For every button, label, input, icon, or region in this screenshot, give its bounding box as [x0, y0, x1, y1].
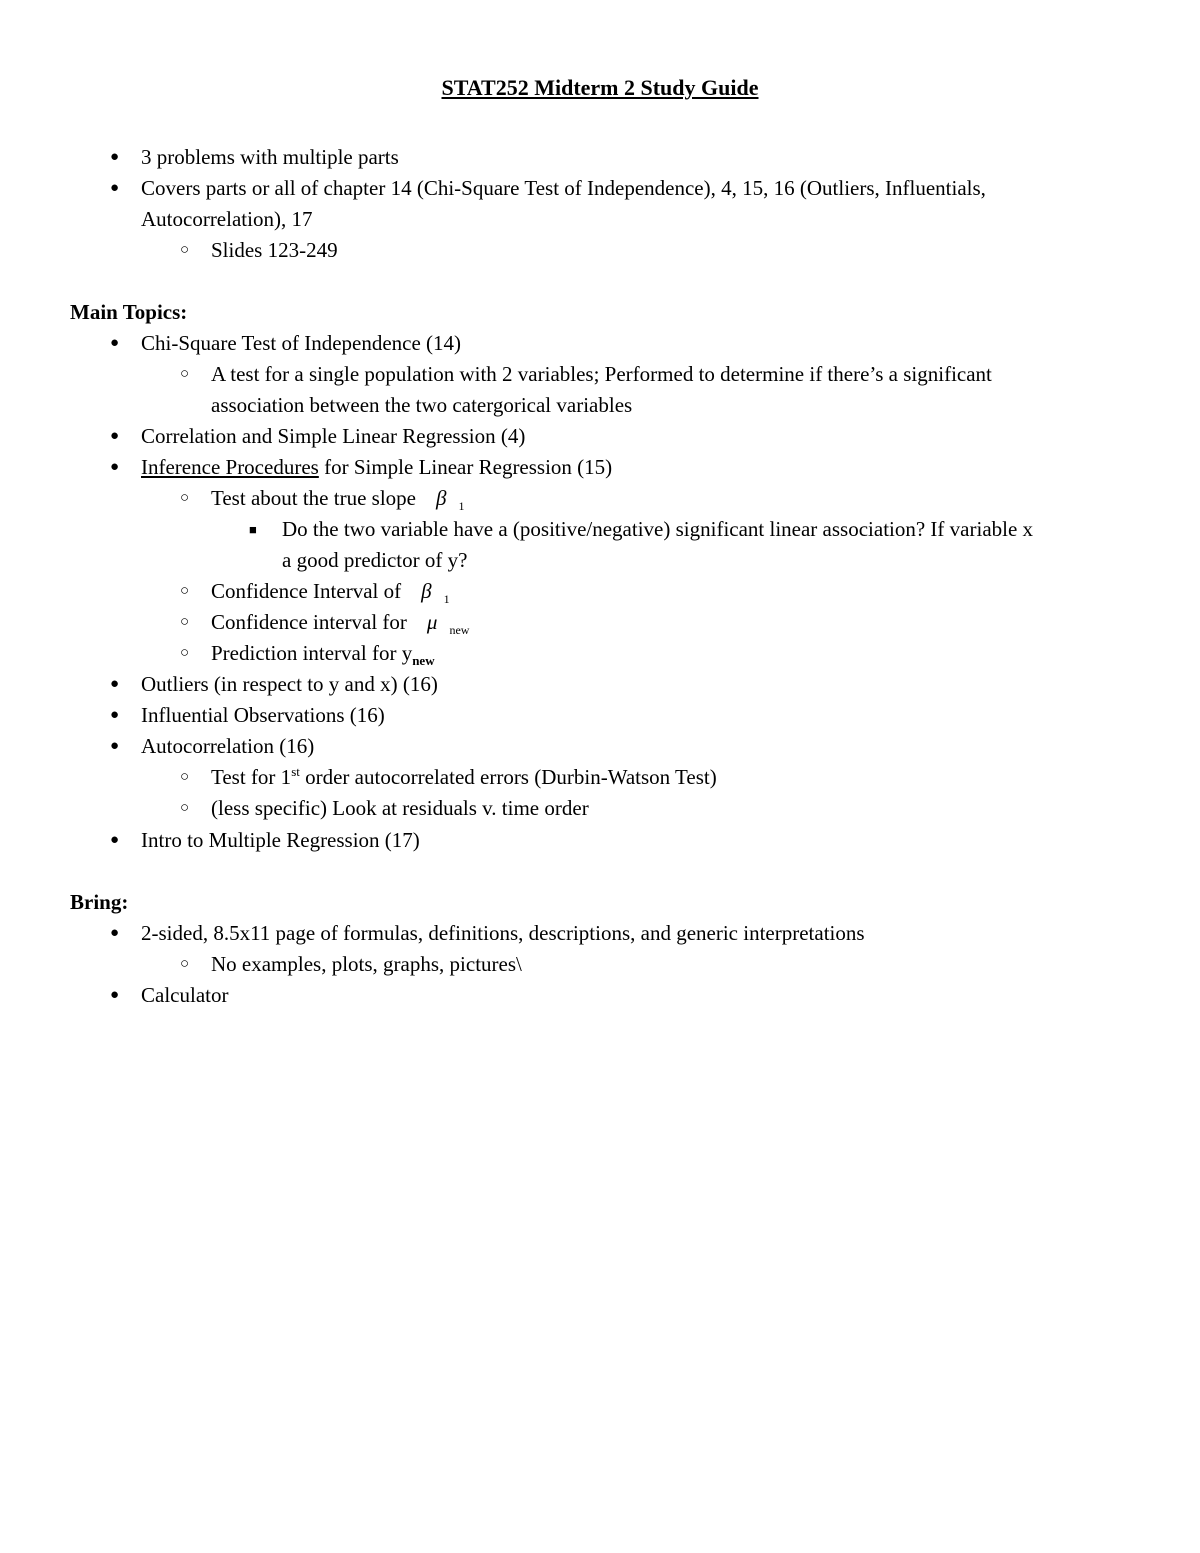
list-item: A test for a single population with 2 variables; Performed to determine if there’s a significant	[211, 362, 992, 386]
list-item	[211, 762, 717, 793]
list-item: Covers parts or all of chapter 14 (Chi-Square Test of Independence), 4, 15, 16 (Outliers, Influentials,	[141, 176, 986, 200]
bullet-circle: ○	[180, 769, 190, 785]
list-item: Influential Observations (16)	[141, 703, 385, 727]
list-item-text: for Simple Linear Regression (15)	[318, 455, 613, 479]
list-item: Do the two variable have a (positive/negative) significant linear association? If variable x	[282, 517, 1034, 541]
list-item-text: Confidence interval for	[211, 610, 407, 634]
bullet-disc: ●	[110, 335, 120, 351]
beta-subscript: 1	[443, 592, 450, 606]
underlined-term: Inference Procedures	[141, 455, 319, 479]
mu-symbol: μ	[426, 610, 438, 634]
page-title: STAT252 Midterm 2 Study Guide	[441, 75, 759, 100]
bullet-disc: ●	[110, 738, 120, 754]
section-heading-main-topics: Main Topics:	[70, 300, 188, 324]
mu-subscript: new	[449, 623, 470, 637]
bullet-disc: ●	[110, 707, 120, 723]
bullet-disc: ●	[110, 987, 120, 1003]
bullet-disc: ●	[110, 832, 120, 848]
bullet-circle: ○	[180, 242, 190, 258]
list-item: 2-sided, 8.5x11 page of formulas, definitions, descriptions, and generic interpretations	[141, 921, 865, 945]
bullet-square: ■	[249, 522, 257, 537]
list-item-text: order autocorrelated errors (Durbin-Watson Test)	[299, 765, 717, 789]
bullet-circle: ○	[180, 583, 190, 599]
list-item-continuation: association between the two catergorical variables	[211, 393, 633, 417]
bullet-circle: ○	[180, 614, 190, 630]
list-item: Outliers (in respect to y and x) (16)	[141, 672, 438, 696]
list-item-text: Test for 1	[211, 765, 292, 789]
bullet-circle: ○	[180, 800, 190, 816]
bullet-disc: ●	[110, 925, 120, 941]
beta-symbol: β	[421, 579, 432, 603]
prediction-subscript: new	[412, 653, 435, 668]
beta-subscript: 1	[458, 499, 465, 513]
list-item-text: Confidence Interval of	[211, 579, 402, 603]
list-item: 3 problems with multiple parts	[141, 145, 399, 169]
list-item: (less specific) Look at residuals v. time order	[211, 796, 589, 820]
list-item-continuation: Autocorrelation), 17	[141, 207, 313, 231]
list-item	[141, 452, 612, 483]
list-item: No examples, plots, graphs, pictures\	[211, 952, 522, 976]
beta-symbol: β	[435, 486, 447, 510]
bullet-circle: ○	[180, 645, 190, 661]
bullet-disc: ●	[110, 180, 120, 196]
list-item-text: Test about the true slope	[211, 486, 416, 510]
list-item: Slides 123-249	[211, 238, 338, 262]
list-item-text: Prediction interval for y	[211, 641, 413, 665]
list-item: Calculator	[141, 983, 229, 1007]
list-item: Correlation and Simple Linear Regression (4)	[141, 424, 526, 448]
ordinal-superscript: st	[291, 764, 300, 779]
list-item-continuation: a good predictor of y?	[282, 548, 468, 572]
list-item: Chi-Square Test of Independence (14)	[141, 331, 462, 355]
bullet-disc: ●	[110, 428, 120, 444]
bullet-circle: ○	[180, 956, 190, 972]
section-heading-bring: Bring:	[70, 890, 129, 914]
bullet-circle: ○	[180, 366, 190, 382]
bullet-disc: ●	[110, 676, 120, 692]
list-item: Intro to Multiple Regression (17)	[141, 828, 420, 852]
bullet-disc: ●	[110, 459, 120, 475]
list-item: Autocorrelation (16)	[141, 734, 315, 758]
bullet-circle: ○	[180, 490, 190, 506]
bullet-disc: ●	[110, 149, 120, 165]
